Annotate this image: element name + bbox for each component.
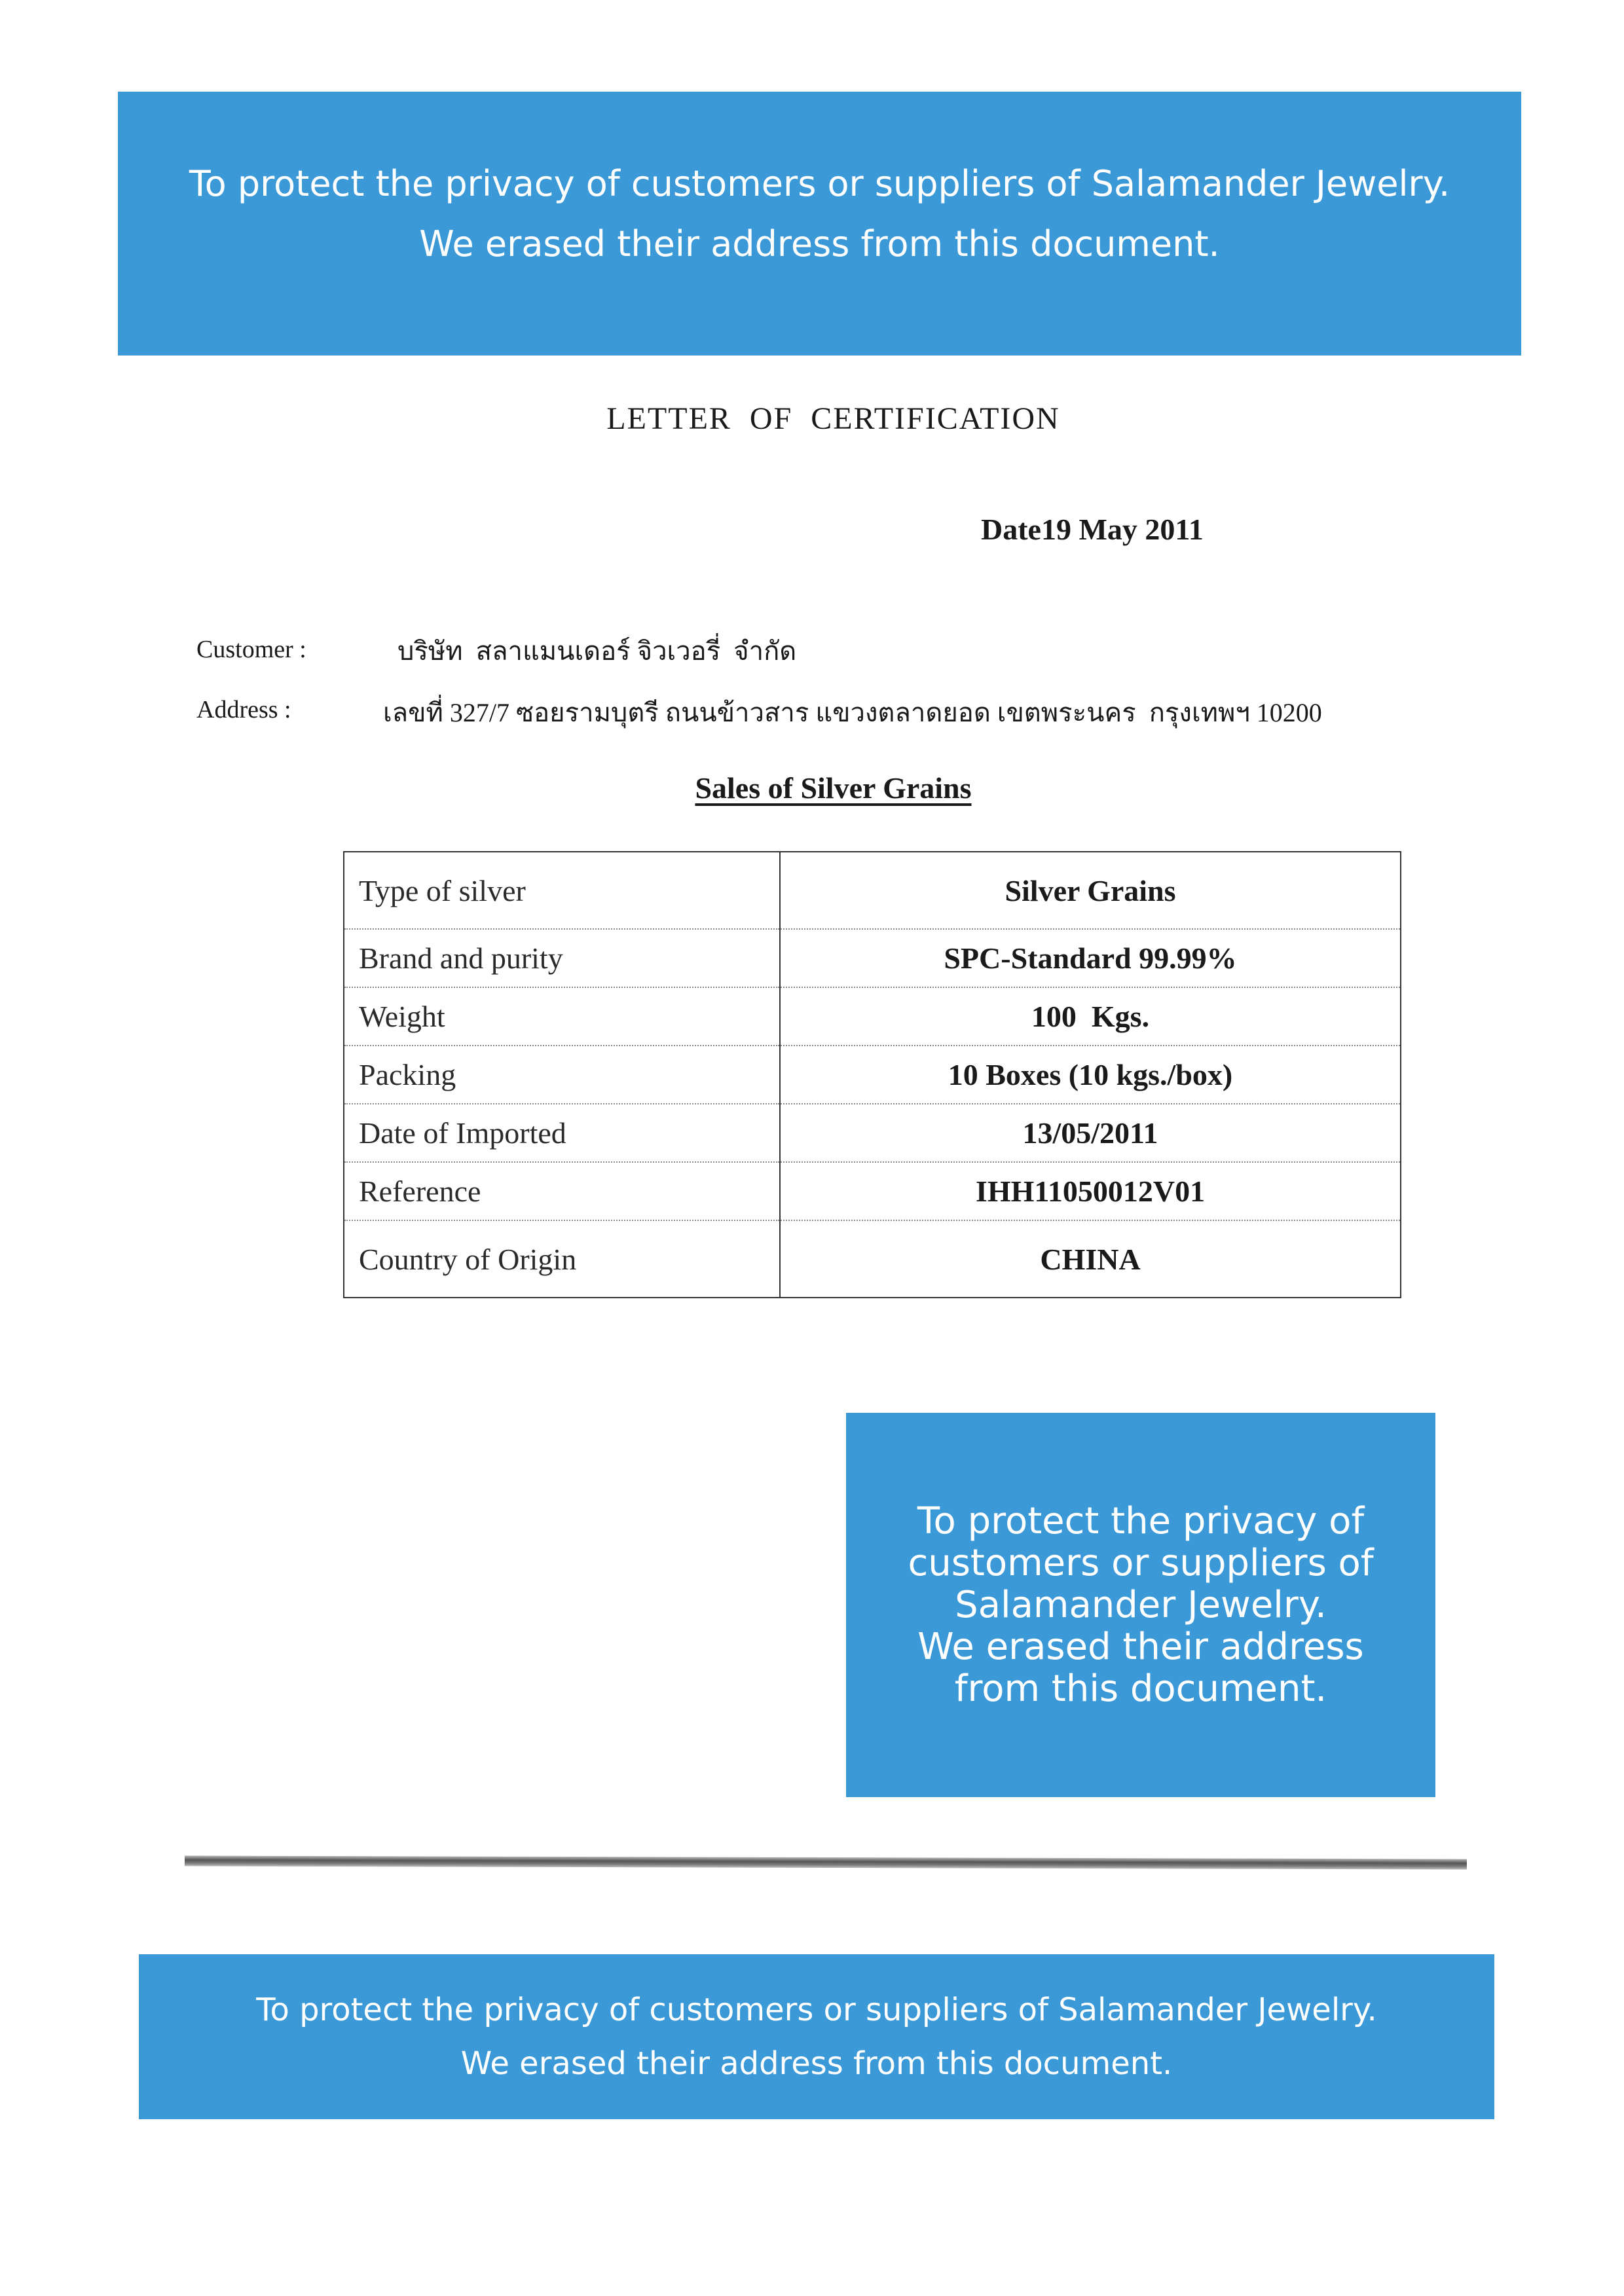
customer-label: Customer : (196, 636, 306, 663)
table-row (344, 1104, 1401, 1162)
row-value: 100 Kgs. (780, 987, 1401, 1046)
row-value: CHINA (1040, 1242, 1141, 1276)
row-label: Packing (344, 1046, 780, 1104)
document-title: LETTER OF CERTIFICATION (606, 401, 1060, 436)
privacy-notice-banner-top (118, 92, 1521, 355)
section-heading: Sales of Silver Grains (695, 771, 972, 805)
privacy-notice-line: We erased their address from this document. (419, 223, 1220, 264)
row-label: Weight (344, 987, 780, 1046)
row-label: Brand and purity (344, 929, 780, 987)
table-row (344, 1046, 1401, 1104)
row-value: IHH11050012V01 (780, 1162, 1401, 1220)
table-row (344, 1162, 1401, 1220)
privacy-notice-line: To protect the privacy of customers or suppliers of Salamander Jewelry. (189, 162, 1450, 204)
row-label: Type of silver (344, 852, 780, 929)
row-label: Reference (344, 1162, 780, 1220)
row-value: 13/05/2011 (780, 1104, 1401, 1162)
row-label: Date of Imported (344, 1104, 780, 1162)
table-row (344, 987, 1401, 1046)
address-label: Address : (196, 696, 291, 723)
silver-details-table (343, 851, 1401, 1298)
privacy-notice-banner-bottom (139, 1954, 1494, 2119)
privacy-notice-line: To protect the privacy of customers or suppliers of Salamander Jewelry. (256, 1992, 1377, 2028)
privacy-notice-banner-middle (846, 1413, 1435, 1797)
divider-rule (185, 1855, 1467, 1869)
table-row (344, 1220, 1401, 1298)
document-date: Date19 May 2011 (981, 513, 1204, 546)
address-value: เลขที่ 327/7 ซอยรามบุตรี ถนนข้าวสาร แขวงตลาดยอด เขตพระนคร กรุงเทพฯ 10200 (383, 698, 1322, 727)
privacy-notice-line: from this document. (954, 1667, 1327, 1710)
row-label: Country of Origin (344, 1220, 780, 1298)
customer-value: บริษัท สลาแมนเดอร์ จิวเวอรี่ จำกัด (397, 636, 797, 666)
privacy-notice-line: customers or suppliers of (908, 1541, 1374, 1584)
row-value: Silver Grains (780, 852, 1401, 929)
table-row (344, 929, 1401, 987)
table-row (344, 852, 1401, 929)
privacy-notice-line: We erased their address (917, 1625, 1364, 1668)
row-value: SPC-Standard 99.99% (780, 929, 1401, 987)
privacy-notice-line: We erased their address from this document. (460, 2045, 1173, 2082)
row-value: 10 Boxes (10 kgs./box) (780, 1046, 1401, 1104)
privacy-notice-line: To protect the privacy of (917, 1499, 1365, 1542)
privacy-notice-line: Salamander Jewelry. (955, 1583, 1327, 1626)
